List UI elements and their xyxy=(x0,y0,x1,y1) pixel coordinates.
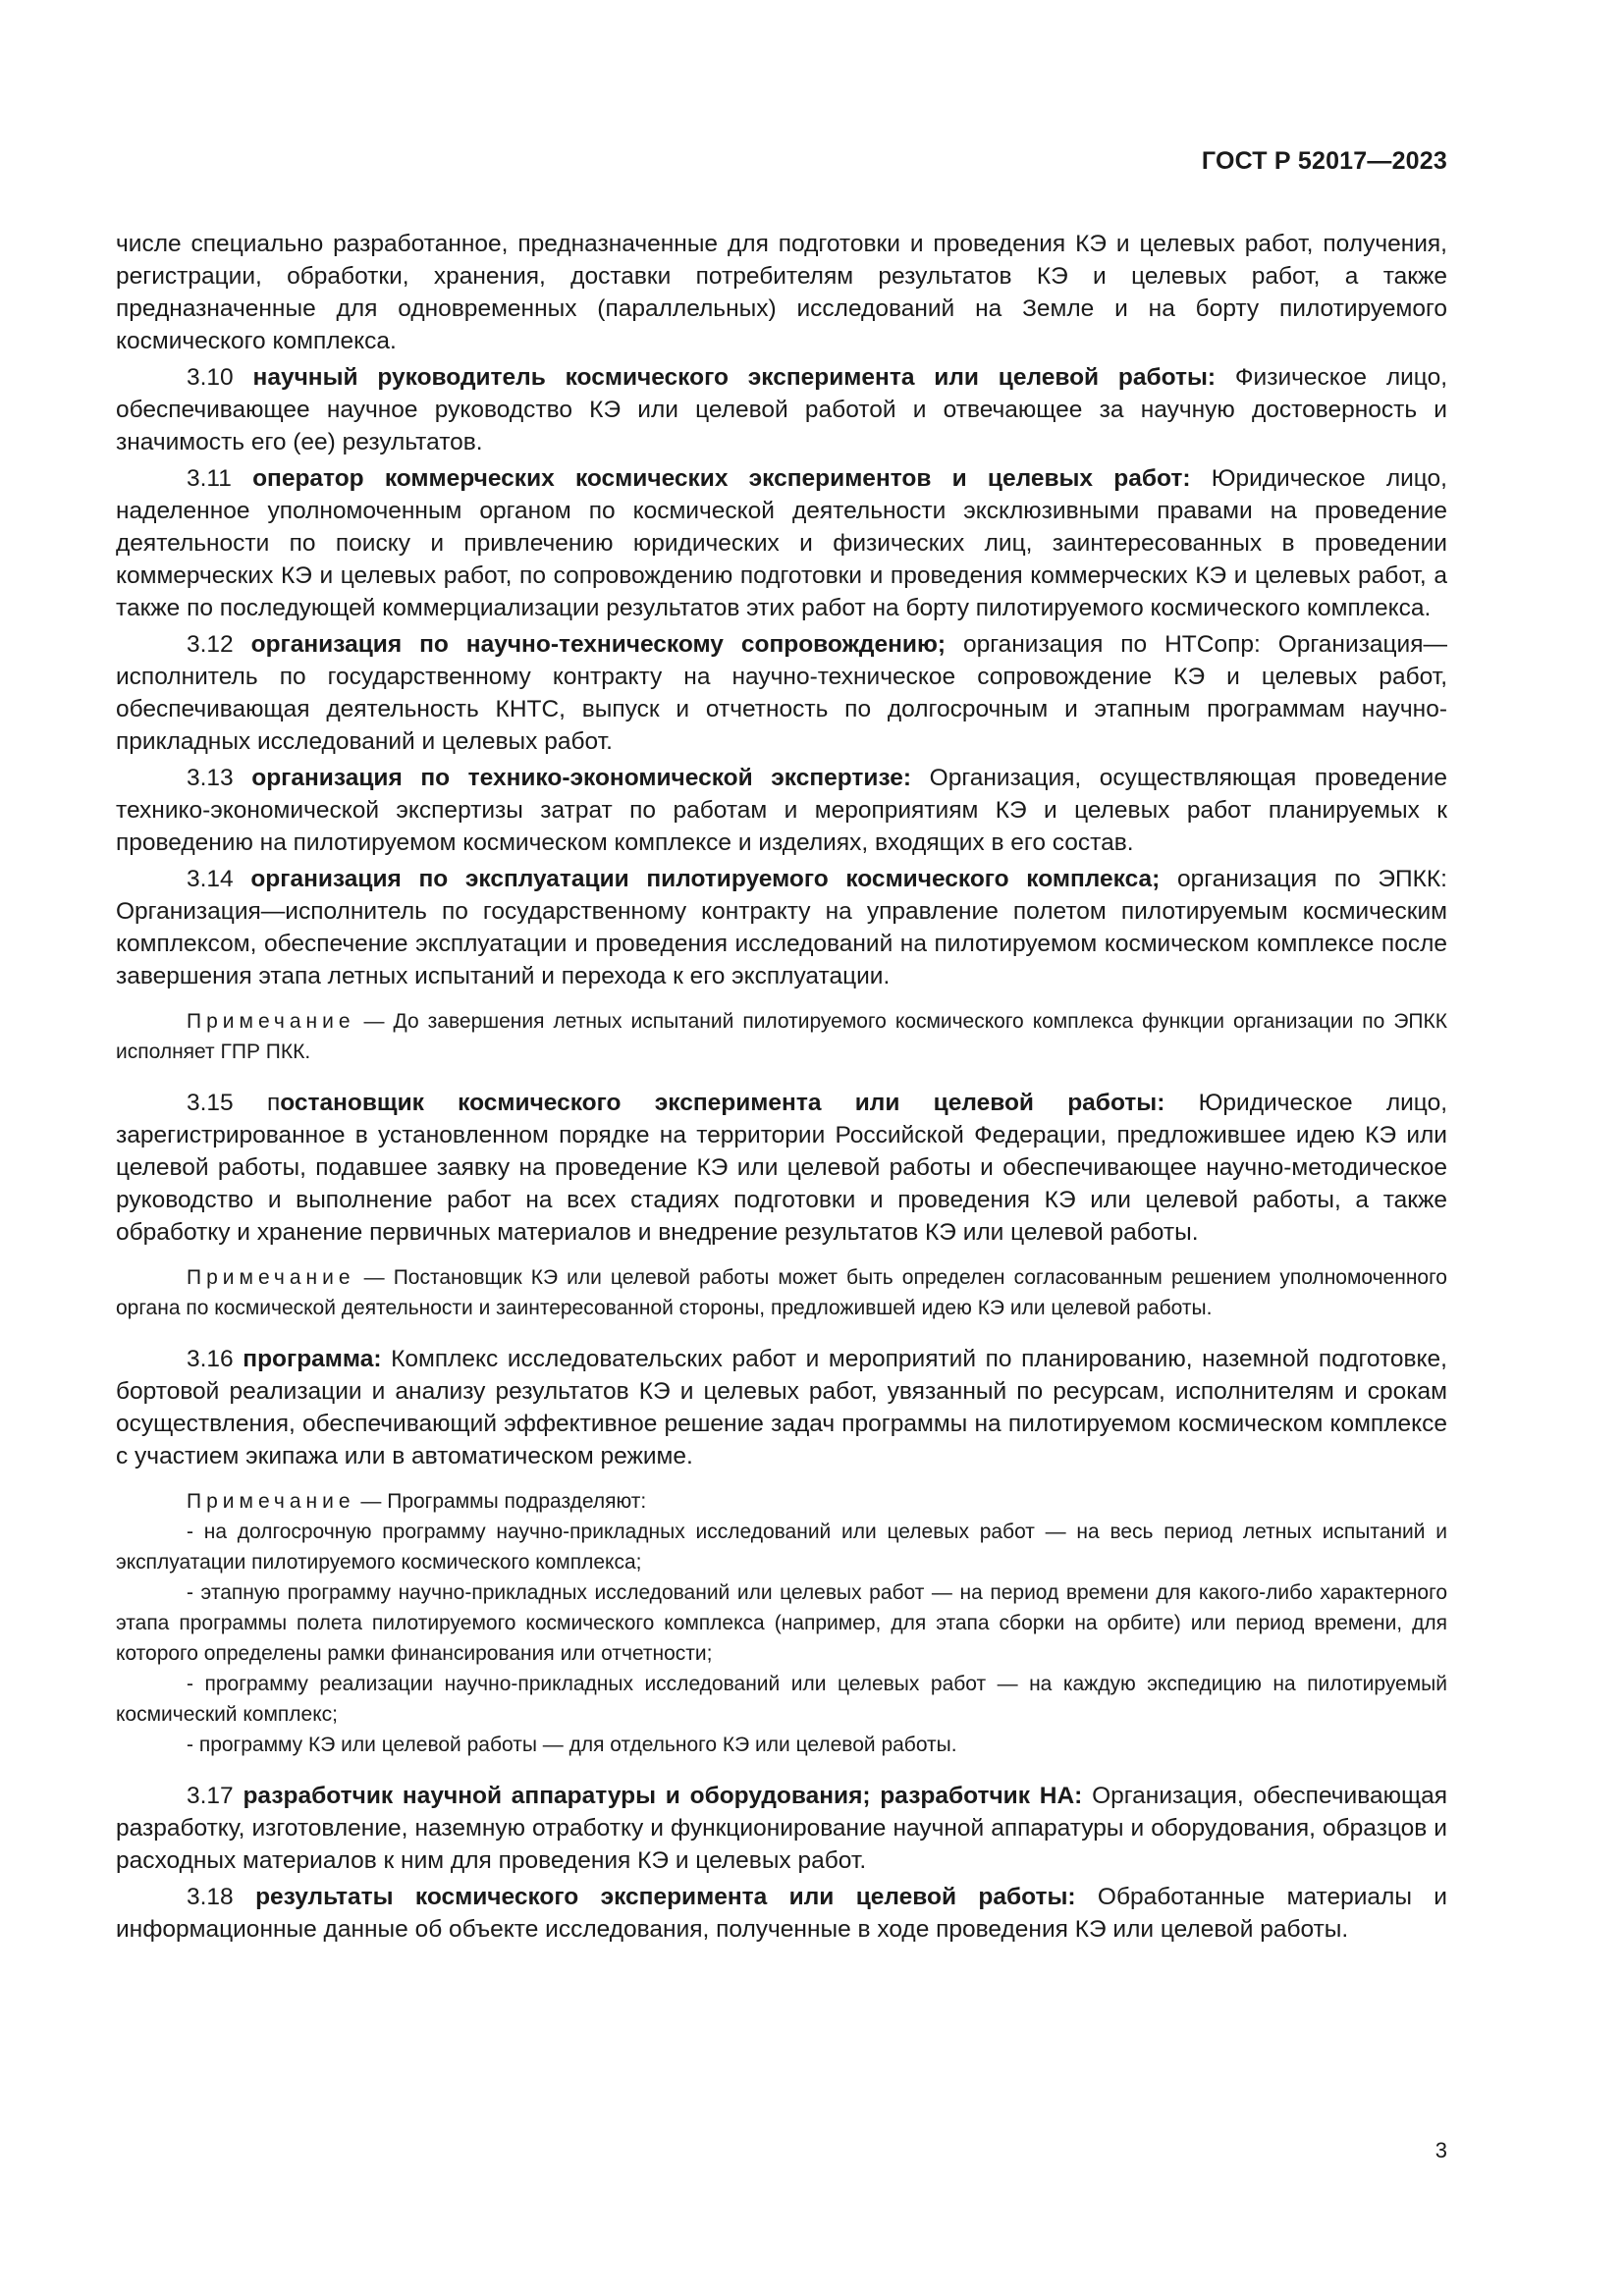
note-label: Примечание xyxy=(187,1266,355,1289)
definition-text: Юридическое лицо, зарегистрированное в установленном порядке на территории Российской Федерации, предложившее идею КЭ или целевой работы, подавшее заявку на проведение КЭ или целевой работы и обеспечивающее научно-методическое руководство и выполнение работ на всех стадиях подготовки и проведения КЭ или целевой работы, а также обработку и хранение первичных материалов и внедрение результатов КЭ или целевой работы. xyxy=(116,1090,1447,1246)
note-text: — Постановщик КЭ или целевой работы может быть определен согласованным решением уполномоченного органа по космической деятельности и заинтересованной стороны, предложившей идею КЭ или целевой работы. xyxy=(116,1266,1447,1319)
definition-text: Организация, обеспечивающая разработку, изготовление, наземную отработку и функционирование научной аппаратуры и оборудования, образцов и расходных материалов к ним для проведения КЭ и целевых работ. xyxy=(116,1783,1447,1874)
term: программа: xyxy=(243,1346,382,1372)
definition-text: организация по ЭПКК: Организация—исполнитель по государственному контракту на управление полетом пилотируемым космическим комплексом, обеспечение эксплуатации и проведения исследований на пилотируемом космическом комплексе после завершения этапа летных испытаний и перехода к его эксплуатации. xyxy=(116,866,1447,989)
definition-3-11 xyxy=(116,462,1447,624)
note-list-item: - программу КЭ или целевой работы — для отдельного КЭ или целевой работы. xyxy=(187,1734,957,1756)
term: остановщик космического эксперимента или целевой работы: xyxy=(280,1090,1165,1116)
definition-3-12 xyxy=(116,628,1447,758)
continuation-paragraph: числе специально разработанное, предназначенные для подготовки и проведения КЭ и целевых работ, получения, регистрации, обработки, хранения, доставки потребителям результатов КЭ и целевых работ, а также предназначенные для одновременных (параллельных) исследований на Земле и на борту пилотируемого космического комплекса. xyxy=(116,231,1447,354)
clause-number: 3.18 xyxy=(187,1884,256,1910)
page-number: 3 xyxy=(1435,2138,1447,2163)
note-text: — Программы подразделяют: xyxy=(354,1490,647,1513)
clause-number: 3.17 xyxy=(187,1783,244,1809)
note-3-14 xyxy=(116,1006,1447,1067)
clause-number: 3.10 xyxy=(187,364,253,391)
definition-3-10 xyxy=(116,361,1447,458)
term: оператор коммерческих космических экспериментов и целевых работ: xyxy=(252,465,1191,492)
term: результаты космического эксперимента или целевой работы: xyxy=(255,1884,1076,1910)
definition-text: Физическое лицо, обеспечивающее научное руководство КЭ или целевой работой и отвечающее за научную достоверность и значимость его (ее) результатов. xyxy=(116,364,1447,455)
definition-text: Юридическое лицо, наделенное уполномоченным органом по космической деятельности эксклюзивными правами на проведение деятельности по поиску и привлечению юридических и физических лиц, заинтересованных в проведении коммерческих КЭ и целевых работ, по сопровождению подготовки и проведения коммерческих КЭ и целевых работ, а также по последующей коммерциализации результатов этих работ на борту пилотируемого космического комплекса. xyxy=(116,465,1447,621)
note-list-item: - этапную программу научно-прикладных исследований или целевых работ — на период времени для какого-либо характерного этапа программы полета пилотируемого космического комплекса (например, для этапа сборки на орбите) или период времени, для которого определены рамки финансирования или отчетности; xyxy=(116,1581,1447,1665)
document-code: ГОСТ Р 52017—2023 xyxy=(1201,147,1447,175)
definition-3-13 xyxy=(116,762,1447,859)
note-list-item: - программу реализации научно-прикладных исследований или целевых работ — на каждую экспедицию на пилотируемый космический комплекс; xyxy=(116,1673,1447,1726)
definition-text: Комплекс исследовательских работ и мероприятий по планированию, наземной подготовке, бортовой реализации и анализу результатов КЭ и целевых работ, увязанный по ресурсам, исполнителям и срокам осуществления, обеспечивающий эффективное решение задач программы на пилотируемом космическом комплексе с участием экипажа или в автоматическом режиме. xyxy=(116,1346,1447,1469)
definition-text: Организация, осуществляющая проведение технико-экономической экспертизы затрат по работам и мероприятиям КЭ и целевых работ планируемых к проведению на пилотируемом космическом комплексе и изделиях, входящих в его состав. xyxy=(116,765,1447,856)
clause-number: 3.12 xyxy=(187,631,251,658)
note-label: Примечание xyxy=(187,1010,355,1033)
definition-3-16 xyxy=(116,1343,1447,1472)
term: организация по технико-экономической экспертизе: xyxy=(251,765,912,791)
clause-number: 3.11 xyxy=(187,465,253,492)
note-3-16 xyxy=(116,1486,1447,1760)
clause-number: 3.14 xyxy=(187,866,251,892)
note-text: — До завершения летных испытаний пилотируемого космического комплекса функции организации по ЭПКК исполняет ГПР ПКК. xyxy=(116,1010,1447,1063)
note-3-15 xyxy=(116,1262,1447,1323)
definition-3-14 xyxy=(116,863,1447,992)
note-label: Примечание xyxy=(187,1490,355,1513)
term: научный руководитель космического эксперимента или целевой работы: xyxy=(252,364,1217,391)
term: организация по эксплуатации пилотируемого космического комплекса; xyxy=(250,866,1161,892)
clause-number: 3.16 xyxy=(187,1346,244,1372)
definition-3-15 xyxy=(116,1087,1447,1249)
definition-text: организация по НТСопр: Организация—исполнитель по государственному контракту на научно-техническое сопровождение КЭ и целевых работ, обеспечивающая деятельность КНТС, выпуск и отчетность по долгосрочным и этапным программам научно-прикладных исследований и целевых работ. xyxy=(116,631,1447,755)
definition-3-18 xyxy=(116,1881,1447,1946)
note-heading xyxy=(116,1486,1447,1517)
clause-number: 3.13 xyxy=(187,765,252,791)
clause-number: 3.15 п xyxy=(187,1090,281,1116)
term: организация по научно-техническому сопровождению; xyxy=(250,631,947,658)
document-body xyxy=(116,228,1447,1949)
note-list-item: - на долгосрочную программу научно-прикладных исследований или целевых работ — на весь период летных испытаний и эксплуатации пилотируемого космического комплекса; xyxy=(116,1521,1447,1574)
term: разработчик научной аппаратуры и оборудования; разработчик НА: xyxy=(243,1783,1083,1809)
definition-text: Обработанные материалы и информационные данные об объекте исследования, полученные в ходе проведения КЭ или целевой работы. xyxy=(116,1884,1447,1943)
definition-3-17 xyxy=(116,1780,1447,1877)
